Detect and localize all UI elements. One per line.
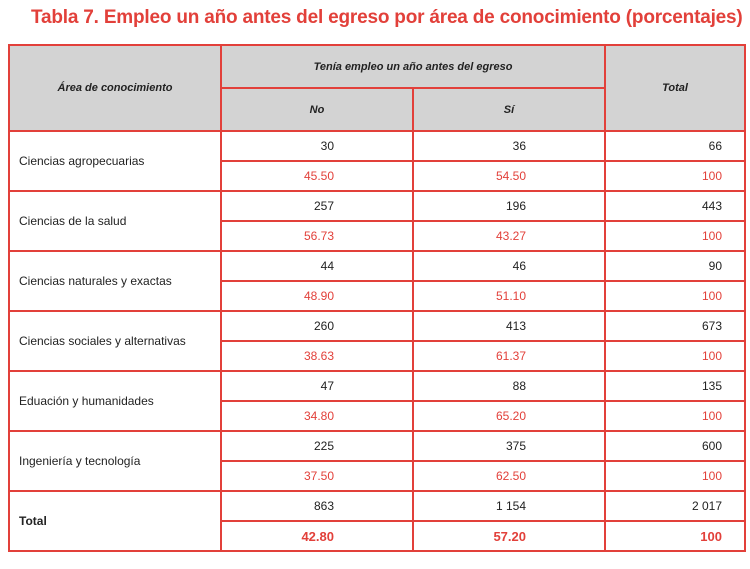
si-count-cell: 1 154 <box>413 491 605 521</box>
no-pct-cell: 38.63 <box>221 341 413 371</box>
total-pct-cell: 100 <box>605 341 745 371</box>
no-pct-cell: 42.80 <box>221 521 413 551</box>
si-pct-cell: 57.20 <box>413 521 605 551</box>
table-title: Tabla 7. Empleo un año antes del egreso por área de conocimiento (porcentajes) <box>31 7 743 28</box>
total-count-cell: 600 <box>605 431 745 461</box>
table-row <box>9 431 745 461</box>
si-count-cell: 413 <box>413 311 605 341</box>
totals-count-row <box>9 491 745 521</box>
total-pct-cell: 100 <box>605 521 745 551</box>
si-count-cell: 196 <box>413 191 605 221</box>
total-count-cell: 673 <box>605 311 745 341</box>
area-name: Ciencias de la salud <box>9 191 221 251</box>
si-pct-cell: 54.50 <box>413 161 605 191</box>
total-count-cell: 443 <box>605 191 745 221</box>
table-row <box>9 311 745 341</box>
no-pct-cell: 45.50 <box>221 161 413 191</box>
table-row <box>9 251 745 281</box>
no-count-cell: 257 <box>221 191 413 221</box>
no-count-cell: 30 <box>221 131 413 161</box>
no-count-cell: 44 <box>221 251 413 281</box>
no-count-cell: 863 <box>221 491 413 521</box>
area-column-header: Área de conocimiento <box>9 45 221 131</box>
area-name: Ciencias naturales y exactas <box>9 251 221 311</box>
si-count-cell: 46 <box>413 251 605 281</box>
no-count-cell: 260 <box>221 311 413 341</box>
table-row <box>9 371 745 401</box>
total-pct-cell: 100 <box>605 401 745 431</box>
no-column-header: No <box>221 88 413 131</box>
area-name: Eduación y humanidades <box>9 371 221 431</box>
si-column-header: Sí <box>413 88 605 131</box>
no-pct-cell: 37.50 <box>221 461 413 491</box>
si-count-cell: 88 <box>413 371 605 401</box>
total-pct-cell: 100 <box>605 221 745 251</box>
table-row <box>9 191 745 221</box>
total-count-cell: 2 017 <box>605 491 745 521</box>
employment-table <box>8 44 746 552</box>
no-count-cell: 225 <box>221 431 413 461</box>
si-count-cell: 36 <box>413 131 605 161</box>
area-name: Ciencias agropecuarias <box>9 131 221 191</box>
total-pct-cell: 100 <box>605 281 745 311</box>
total-count-cell: 90 <box>605 251 745 281</box>
employment-group-header: Tenía empleo un año antes del egreso <box>221 45 605 88</box>
totals-label: Total <box>9 491 221 551</box>
total-count-cell: 66 <box>605 131 745 161</box>
si-pct-cell: 51.10 <box>413 281 605 311</box>
area-name: Ciencias sociales y alternativas <box>9 311 221 371</box>
si-pct-cell: 62.50 <box>413 461 605 491</box>
no-pct-cell: 34.80 <box>221 401 413 431</box>
total-pct-cell: 100 <box>605 161 745 191</box>
total-pct-cell: 100 <box>605 461 745 491</box>
no-pct-cell: 56.73 <box>221 221 413 251</box>
area-name: Ingeniería y tecnología <box>9 431 221 491</box>
si-pct-cell: 43.27 <box>413 221 605 251</box>
si-pct-cell: 65.20 <box>413 401 605 431</box>
si-pct-cell: 61.37 <box>413 341 605 371</box>
no-count-cell: 47 <box>221 371 413 401</box>
no-pct-cell: 48.90 <box>221 281 413 311</box>
table-row <box>9 131 745 161</box>
total-column-header: Total <box>605 45 745 131</box>
total-count-cell: 135 <box>605 371 745 401</box>
si-count-cell: 375 <box>413 431 605 461</box>
